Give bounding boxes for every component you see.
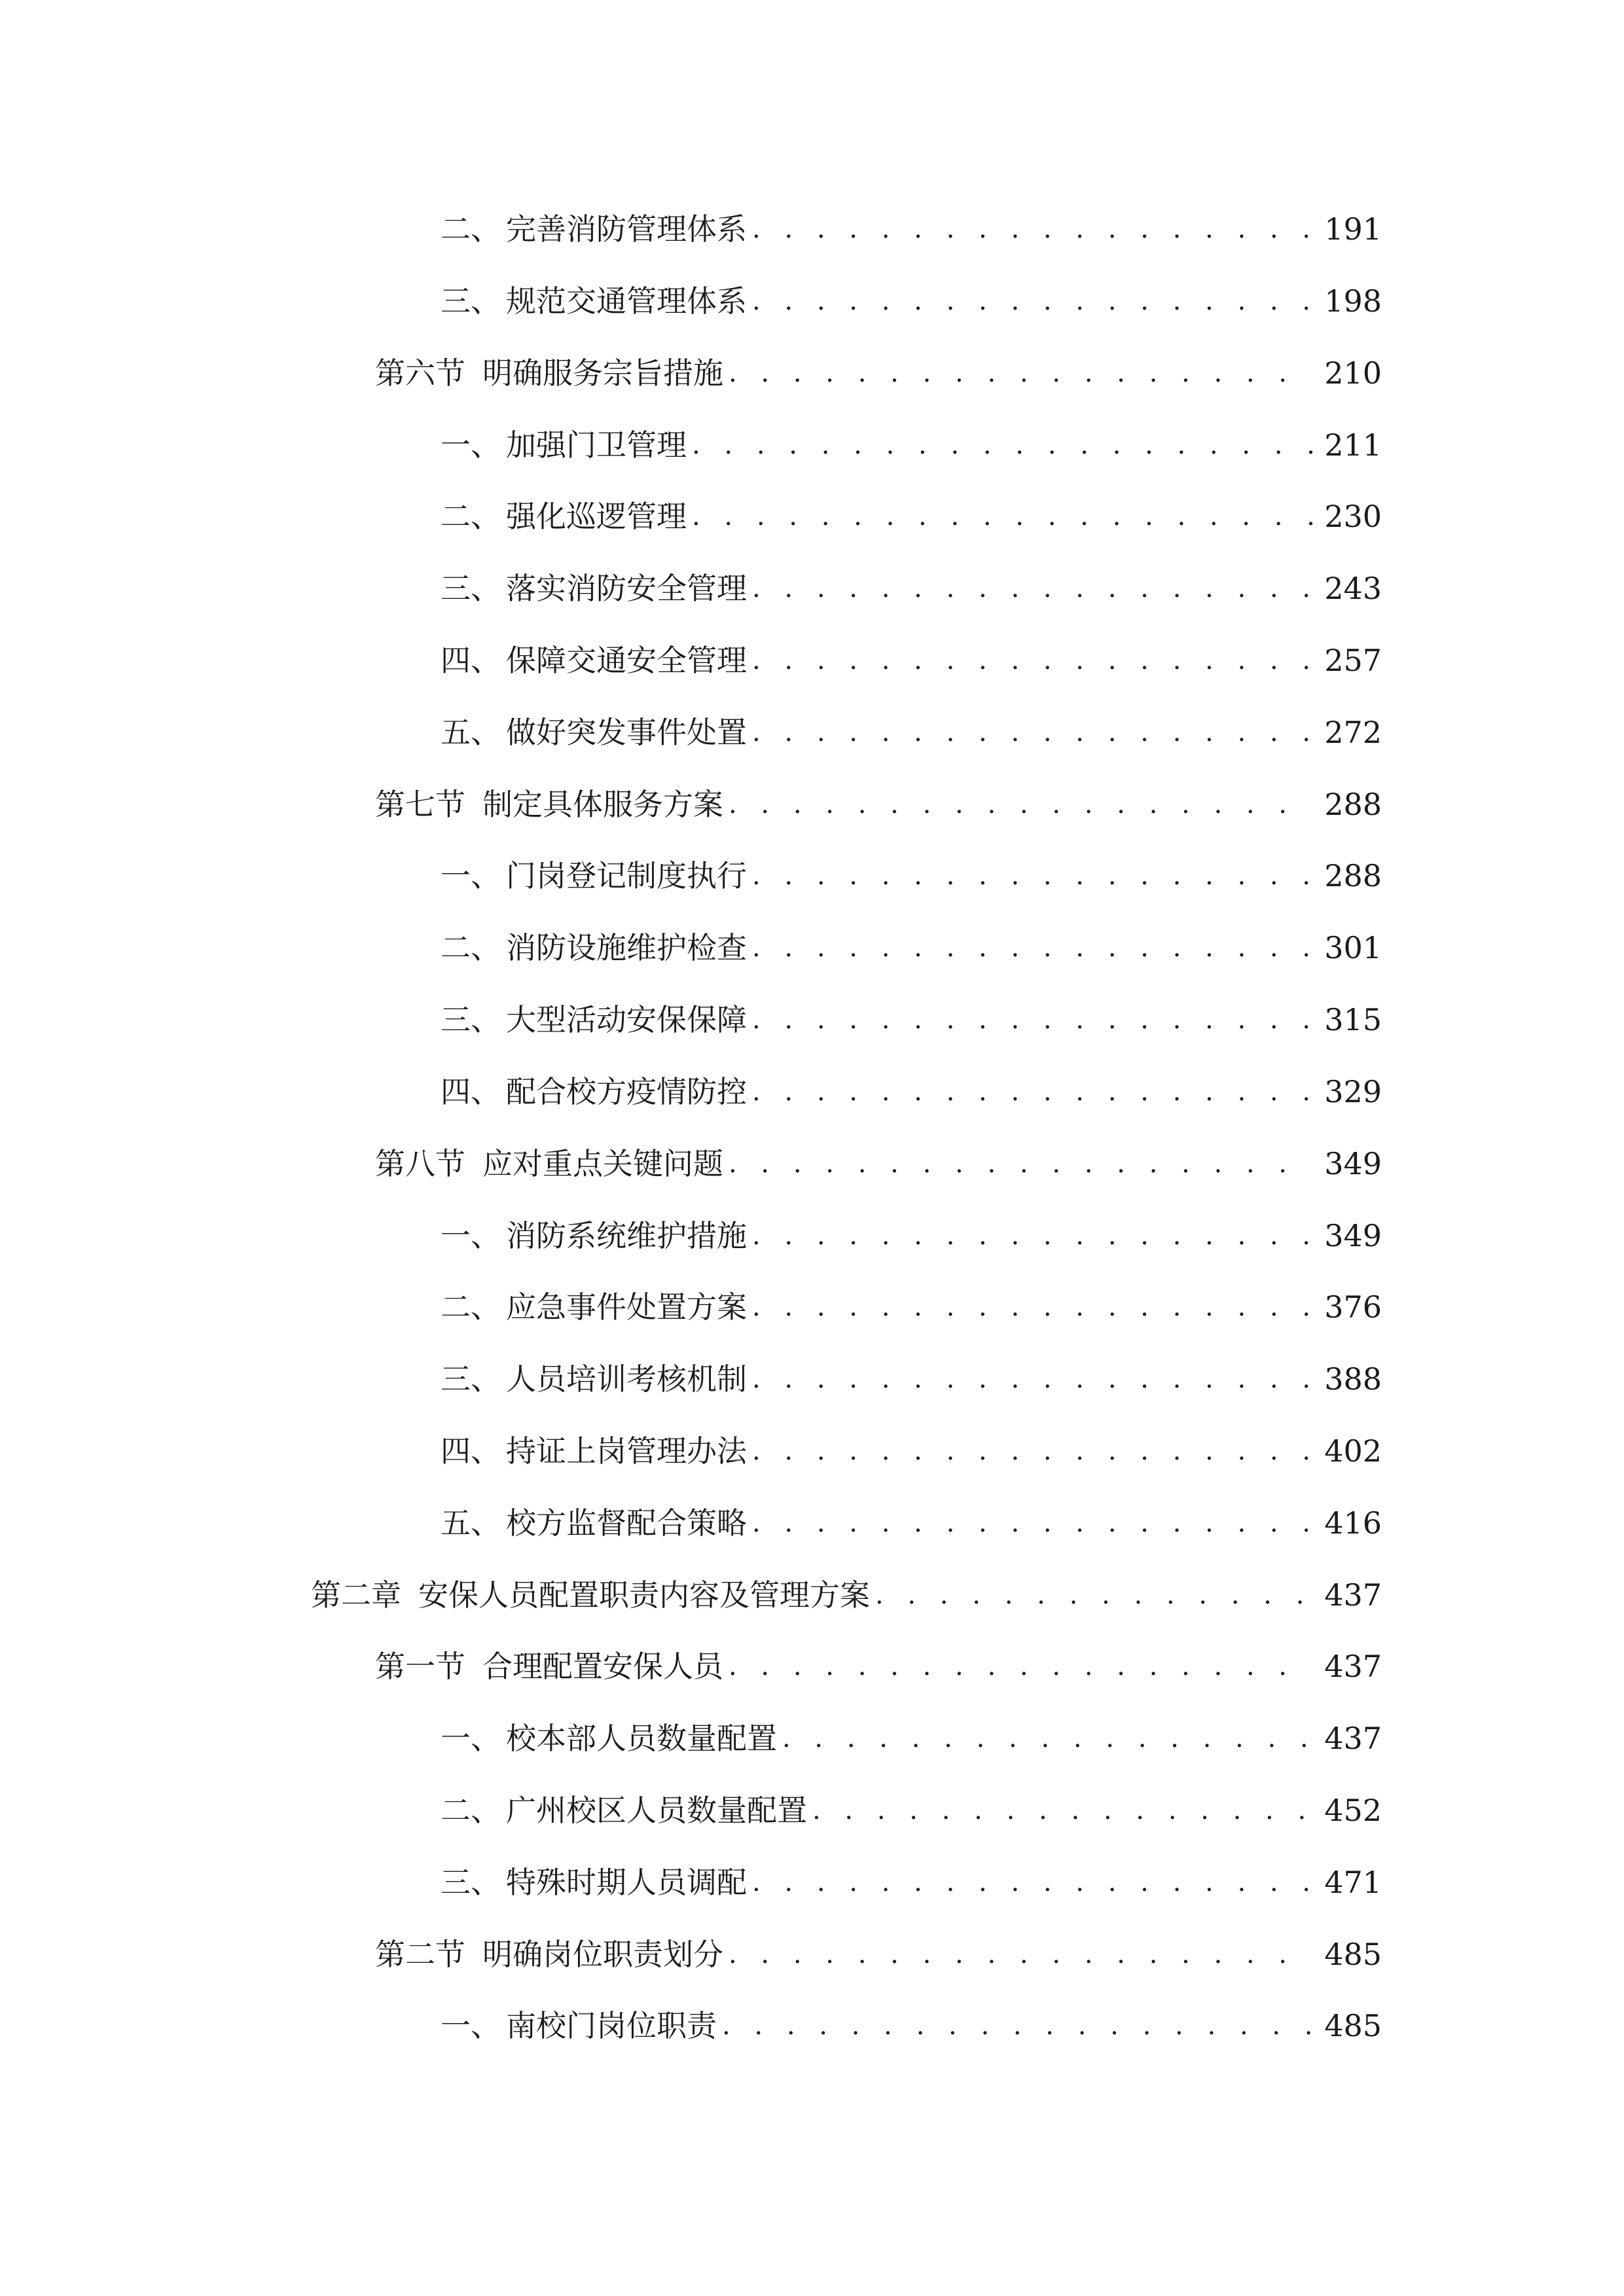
toc-entry-page: 211 bbox=[1324, 427, 1382, 463]
toc-entry[interactable] bbox=[441, 1859, 1382, 1905]
toc-entry-page: 485 bbox=[1324, 2008, 1382, 2043]
toc-dot-leader bbox=[692, 493, 1312, 539]
toc-entry-number: 四、 bbox=[441, 1433, 501, 1469]
toc-dot-leader bbox=[752, 853, 1312, 899]
toc-dot-leader bbox=[752, 1500, 1312, 1546]
toc-entry-title: 制定具体服务方案 bbox=[482, 787, 723, 822]
toc-entry-page: 416 bbox=[1324, 1505, 1382, 1541]
toc-entry[interactable] bbox=[441, 1428, 1382, 1474]
toc-entry[interactable] bbox=[441, 422, 1382, 468]
toc-entry-number: 第二章 bbox=[311, 1577, 401, 1613]
toc-entry-page: 198 bbox=[1324, 283, 1382, 319]
toc-section-entry[interactable] bbox=[375, 1931, 1382, 1977]
toc-entry-title: 应对重点关键问题 bbox=[482, 1146, 723, 1181]
toc-section-entry[interactable] bbox=[375, 350, 1382, 396]
toc-entry-title: 应急事件处置方案 bbox=[506, 1289, 747, 1325]
toc-dot-leader bbox=[752, 206, 1312, 252]
toc-section-entry[interactable] bbox=[375, 1141, 1382, 1187]
toc-section-entry[interactable] bbox=[375, 1643, 1382, 1689]
toc-entry-number: 二、 bbox=[441, 930, 501, 965]
toc-entry-number: 四、 bbox=[441, 1074, 501, 1109]
toc-entry-title: 大型活动安保保障 bbox=[506, 1002, 747, 1037]
toc-entry[interactable] bbox=[441, 925, 1382, 971]
toc-entry-page: 191 bbox=[1324, 211, 1382, 247]
toc-entry-page: 402 bbox=[1324, 1433, 1382, 1469]
toc-entry-title: 人员培训考核机制 bbox=[506, 1361, 747, 1397]
toc-dot-leader bbox=[752, 1356, 1312, 1402]
toc-entry-page: 471 bbox=[1324, 1865, 1382, 1900]
toc-entry-title: 安保人员配置职责内容及管理方案 bbox=[418, 1577, 870, 1613]
toc-entry-number: 三、 bbox=[441, 1865, 501, 1900]
toc-entry[interactable] bbox=[441, 997, 1382, 1043]
toc-dot-leader bbox=[752, 1284, 1312, 1330]
toc-entry-title: 完善消防管理体系 bbox=[506, 211, 747, 247]
toc-entry-number: 二、 bbox=[441, 1289, 501, 1325]
toc-entry-number: 三、 bbox=[441, 1361, 501, 1397]
toc-entry-page: 230 bbox=[1324, 499, 1382, 534]
toc-entry-page: 376 bbox=[1324, 1289, 1382, 1325]
toc-dot-leader bbox=[729, 1643, 1312, 1689]
toc-entry-page: 485 bbox=[1324, 1937, 1382, 1972]
toc-entry-title: 消防系统维护措施 bbox=[506, 1218, 747, 1253]
toc-dot-leader bbox=[752, 565, 1312, 611]
toc-entry-title: 明确服务宗旨措施 bbox=[482, 355, 723, 391]
toc-dot-leader bbox=[692, 422, 1312, 468]
toc-entry-number: 一、 bbox=[441, 1721, 501, 1756]
toc-dot-leader bbox=[752, 1213, 1312, 1259]
toc-entry-title: 门岗登记制度执行 bbox=[506, 858, 747, 893]
toc-entry-page: 349 bbox=[1324, 1146, 1382, 1181]
toc-entry[interactable] bbox=[441, 1715, 1382, 1761]
toc-entry-number: 四、 bbox=[441, 643, 501, 678]
toc-entry-page: 315 bbox=[1324, 1002, 1382, 1037]
toc-entry-page: 388 bbox=[1324, 1361, 1382, 1397]
toc-entry[interactable] bbox=[441, 1356, 1382, 1402]
toc-entry-title: 消防设施维护检查 bbox=[506, 930, 747, 965]
toc-entry-title: 落实消防安全管理 bbox=[506, 571, 747, 606]
toc-entry-number: 一、 bbox=[441, 427, 501, 463]
toc-dot-leader bbox=[752, 709, 1312, 755]
toc-entry-title: 保障交通安全管理 bbox=[506, 643, 747, 678]
toc-entry-page: 329 bbox=[1324, 1074, 1382, 1109]
toc-entry-page: 437 bbox=[1324, 1721, 1382, 1756]
toc-entry-number: 一、 bbox=[441, 2008, 501, 2043]
toc-dot-leader bbox=[875, 1572, 1312, 1618]
toc-entry[interactable] bbox=[441, 278, 1382, 324]
toc-entry-title: 校本部人员数量配置 bbox=[506, 1721, 777, 1756]
toc-entry[interactable] bbox=[441, 1787, 1382, 1833]
toc-dot-leader bbox=[752, 1428, 1312, 1474]
toc-entry-number: 三、 bbox=[441, 1002, 501, 1037]
toc-entry-number: 第一节 bbox=[375, 1649, 465, 1684]
toc-dot-leader bbox=[729, 781, 1312, 827]
toc-entry-number: 第二节 bbox=[375, 1937, 465, 1972]
toc-entry-number: 五、 bbox=[441, 715, 501, 750]
toc-entry[interactable] bbox=[441, 1069, 1382, 1115]
toc-entry[interactable] bbox=[441, 637, 1382, 683]
toc-entry-number: 三、 bbox=[441, 283, 501, 319]
toc-chapter-entry[interactable] bbox=[311, 1572, 1382, 1618]
toc-entry-page: 301 bbox=[1324, 930, 1382, 965]
toc-entry-page: 210 bbox=[1324, 355, 1382, 391]
toc-section-entry[interactable] bbox=[375, 781, 1382, 827]
toc-dot-leader bbox=[752, 997, 1312, 1043]
toc-entry[interactable] bbox=[441, 1500, 1382, 1546]
toc-entry[interactable] bbox=[441, 853, 1382, 899]
toc-entry-title: 强化巡逻管理 bbox=[506, 499, 687, 534]
toc-entry-number: 五、 bbox=[441, 1505, 501, 1541]
toc-dot-leader bbox=[752, 1859, 1312, 1905]
toc-entry[interactable] bbox=[441, 206, 1382, 252]
toc-entry[interactable] bbox=[441, 2003, 1382, 2049]
toc-entry-title: 校方监督配合策略 bbox=[506, 1505, 747, 1541]
toc-entry[interactable] bbox=[441, 1213, 1382, 1259]
toc-entry[interactable] bbox=[441, 709, 1382, 755]
toc-dot-leader bbox=[752, 1069, 1312, 1115]
toc-dot-leader bbox=[729, 350, 1312, 396]
toc-entry-title: 明确岗位职责划分 bbox=[482, 1937, 723, 1972]
toc-dot-leader bbox=[729, 1931, 1312, 1977]
toc-entry-page: 272 bbox=[1324, 715, 1382, 750]
toc-entry-number: 第六节 bbox=[375, 355, 465, 391]
toc-entry-page: 437 bbox=[1324, 1577, 1382, 1613]
toc-entry[interactable] bbox=[441, 493, 1382, 539]
toc-entry-page: 349 bbox=[1324, 1218, 1382, 1253]
toc-entry-number: 一、 bbox=[441, 1218, 501, 1253]
toc-dot-leader bbox=[729, 1141, 1312, 1187]
toc-entry-title: 合理配置安保人员 bbox=[482, 1649, 723, 1684]
toc-dot-leader bbox=[752, 637, 1312, 683]
toc-entry-page: 288 bbox=[1324, 858, 1382, 893]
toc-entry-page: 257 bbox=[1324, 643, 1382, 678]
toc-entry[interactable] bbox=[441, 565, 1382, 611]
toc-entry-page: 243 bbox=[1324, 571, 1382, 606]
toc-dot-leader bbox=[782, 1715, 1312, 1761]
toc-entry-page: 437 bbox=[1324, 1649, 1382, 1684]
toc-dot-leader bbox=[722, 2003, 1312, 2049]
toc-entry-number: 三、 bbox=[441, 571, 501, 606]
toc-entry-title: 做好突发事件处置 bbox=[506, 715, 747, 750]
toc-entry[interactable] bbox=[441, 1284, 1382, 1330]
toc-entry-number: 二、 bbox=[441, 499, 501, 534]
toc-entry-title: 配合校方疫情防控 bbox=[506, 1074, 747, 1109]
toc-dot-leader bbox=[752, 925, 1312, 971]
toc-entry-title: 南校门岗位职责 bbox=[506, 2008, 717, 2043]
toc-entry-title: 特殊时期人员调配 bbox=[506, 1865, 747, 1900]
toc-entry-page: 288 bbox=[1324, 787, 1382, 822]
toc-entry-page: 452 bbox=[1324, 1793, 1382, 1828]
toc-entry-number: 二、 bbox=[441, 1793, 501, 1828]
toc-entry-number: 第八节 bbox=[375, 1146, 465, 1181]
toc-entry-title: 广州校区人员数量配置 bbox=[506, 1793, 807, 1828]
toc-entry-number: 一、 bbox=[441, 858, 501, 893]
toc-entry-title: 规范交通管理体系 bbox=[506, 283, 747, 319]
toc-dot-leader bbox=[812, 1787, 1312, 1833]
toc-entry-number: 二、 bbox=[441, 211, 501, 247]
toc-entry-title: 持证上岗管理办法 bbox=[506, 1433, 747, 1469]
toc-entry-number: 第七节 bbox=[375, 787, 465, 822]
toc-dot-leader bbox=[752, 278, 1312, 324]
toc-entry-title: 加强门卫管理 bbox=[506, 427, 687, 463]
